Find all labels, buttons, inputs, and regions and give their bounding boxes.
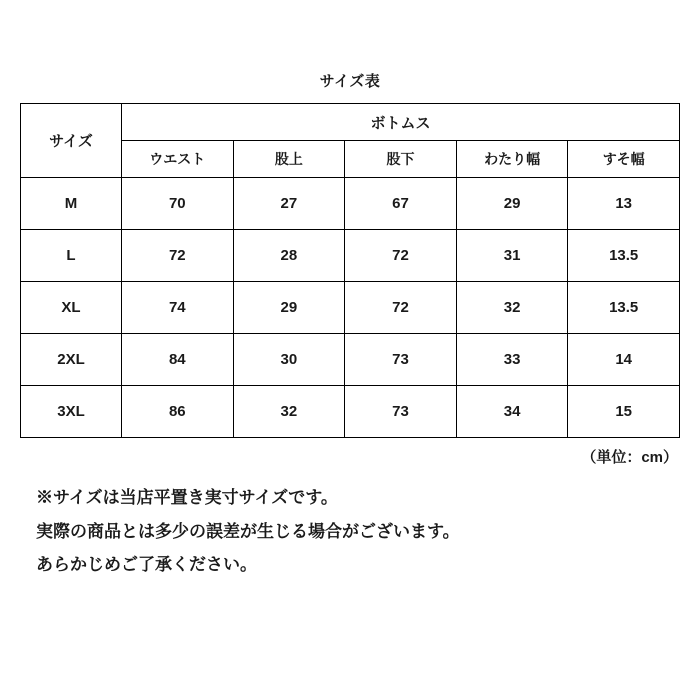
cell-hem-width: 14 [568,334,680,386]
cell-thigh-width: 33 [456,334,568,386]
note-line-3: あらかじめご了承ください。 [36,555,257,574]
column-header-hem-width: すそ幅 [568,141,680,178]
cell-waist: 86 [122,386,234,438]
cell-rise: 29 [233,282,345,334]
cell-hem-width: 13.5 [568,230,680,282]
size-table [20,103,680,438]
table-row [21,178,680,230]
note-line-1: ※サイズは当店平置き実寸サイズです。 [36,488,338,507]
row-size-label: 2XL [21,334,122,386]
table-row [21,334,680,386]
table-row [21,230,680,282]
cell-thigh-width: 31 [456,230,568,282]
cell-waist: 84 [122,334,234,386]
cell-hem-width: 13 [568,178,680,230]
cell-rise: 30 [233,334,345,386]
unit-note: （単位：cm） [581,449,678,466]
row-size-label: L [21,230,122,282]
cell-thigh-width: 32 [456,282,568,334]
cell-inseam: 73 [345,334,457,386]
row-size-label: 3XL [21,386,122,438]
table-header-row-1 [21,104,680,141]
cell-waist: 70 [122,178,234,230]
cell-rise: 28 [233,230,345,282]
note-line-2: 実際の商品とは多少の誤差が生じる場合がございます。 [36,521,460,541]
cell-inseam: 72 [345,230,457,282]
row-size-label: M [21,178,122,230]
cell-rise: 27 [233,178,345,230]
cell-inseam: 73 [345,386,457,438]
cell-thigh-width: 29 [456,178,568,230]
column-header-inseam: 股下 [345,141,457,178]
column-header-rise: 股上 [233,141,345,178]
column-header-thigh-width: わたり幅 [456,141,568,178]
column-header-waist: ウエスト [122,141,234,178]
cell-thigh-width: 34 [456,386,568,438]
row-size-label: XL [21,282,122,334]
cell-hem-width: 13.5 [568,282,680,334]
page-title: サイズ表 [319,73,381,90]
column-group-header-bottoms: ボトムス [122,104,680,141]
table-row [21,282,680,334]
column-header-size: サイズ [21,104,122,178]
cell-waist: 72 [122,230,234,282]
cell-rise: 32 [233,386,345,438]
cell-inseam: 72 [345,282,457,334]
cell-inseam: 67 [345,178,457,230]
notes-block [20,485,680,578]
cell-hem-width: 15 [568,386,680,438]
table-row [21,386,680,438]
cell-waist: 74 [122,282,234,334]
